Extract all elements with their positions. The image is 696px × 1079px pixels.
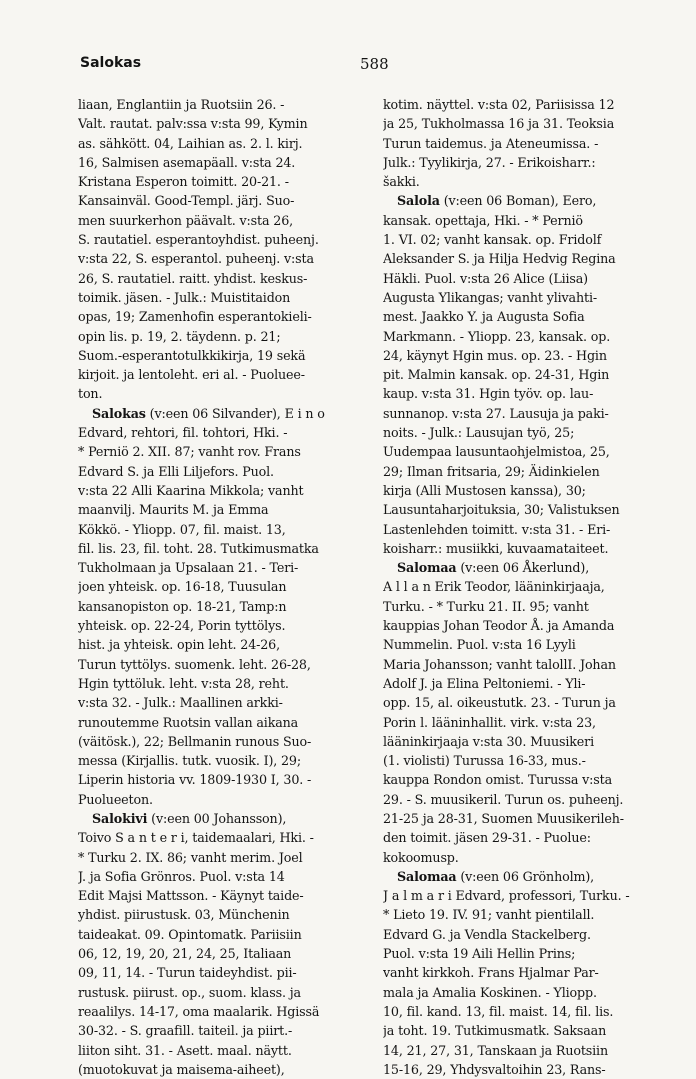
line-text: reaalilys. 14-17, oma maalarik. Hgissä (78, 1003, 320, 1019)
line-text: opp. 15, al. oikeustutk. 23. - Turun ja (383, 695, 616, 711)
line-text: taideakat. 09. Opintomatk. Pariisiin (78, 926, 302, 942)
line-text: Edvard G. ja Vendla Stackelberg. (383, 926, 591, 942)
line-text: Aleksander S. ja Hilja Hedvig Regina (383, 251, 616, 267)
line-text: kauppias Johan Teodor Å. ja Amanda (383, 618, 615, 634)
text-line (78, 95, 374, 114)
line-text: Porin l. lääninhallit. virk. v:sta 23, (383, 714, 596, 730)
line-text: S. rautatiel. esperantoyhdist. puheenj. (78, 232, 319, 248)
line-text: Kökkö. - Yliopp. 07, fil. maist. 13, (78, 521, 286, 537)
text-line (383, 635, 683, 654)
line-text: hist. ja yhteisk. opin leht. 24-26, (78, 637, 280, 653)
line-text: noits. - Julk.: Lausujan työ, 25; (383, 425, 575, 441)
line-text: liiton siht. 31. - Asett. maal. näytt. (78, 1042, 292, 1058)
text-line (78, 269, 374, 288)
line-text: Tukholmaan ja Upsalaan 21. - Teri- (78, 560, 299, 576)
line-text: Uudempaa lausuntaohjelmistoa, 25, (383, 444, 610, 460)
line-text: Puolueeton. (78, 791, 153, 807)
text-line (78, 307, 374, 326)
text-line (78, 713, 374, 732)
text-line (78, 770, 374, 789)
text-line (383, 307, 683, 326)
line-text: Nummelin. Puol. v:sta 16 Lyyli (383, 637, 576, 653)
line-text: fil. lis. 23, fil. toht. 28. Tutkimusmatka (78, 540, 319, 556)
line-text: kauppa Rondon omist. Turussa v:sta (383, 772, 612, 788)
line-text: Edit Majsi Mattsson. - Käynyt taide- (78, 888, 304, 904)
line-text: liaan, Englantiin ja Ruotsiin 26. - (78, 97, 285, 112)
text-line (383, 114, 683, 133)
line-text: (v:een 06 Grönholm), (456, 868, 595, 884)
line-text: toimik. jäsen. - Julk.: Muistitaidon (78, 289, 291, 305)
line-text: Edvard, rehtori, fil. tohtori, Hki. - (78, 425, 288, 441)
text-line (78, 365, 374, 384)
line-text: kotim. näyttel. v:sta 02, Pariisissa 12 (383, 97, 615, 112)
text-line (383, 1002, 683, 1021)
line-text: 15-16, 29, Yhdysvaltoihin 23, Rans- (383, 1061, 606, 1077)
line-text: ja toht. 19. Tutkimusmatk. Saksaan (383, 1023, 607, 1039)
text-line (383, 423, 683, 442)
line-text: (1. violisti) Turussa 16-33, mus.- (383, 753, 586, 769)
text-line (383, 134, 683, 153)
line-text: kokoomusp. (383, 849, 459, 865)
text-line (78, 423, 374, 442)
text-line (383, 95, 683, 114)
line-text: (v:een 00 Johansson), (147, 810, 287, 826)
text-line (383, 153, 683, 172)
text-line (78, 732, 374, 751)
line-text: maanvilj. Maurits M. ja Emma (78, 502, 269, 518)
text-line (78, 983, 374, 1002)
text-line (383, 269, 683, 288)
line-text: rustusk. piirust. op., suom. klass. ja (78, 984, 301, 1000)
line-text: runoutemme Ruotsin vallan aikana (78, 714, 299, 730)
text-line (383, 713, 683, 732)
text-line (383, 983, 683, 1002)
line-text: Turun taidemus. ja Ateneumissa. - (383, 135, 599, 151)
text-line (78, 1021, 374, 1040)
text-line (383, 288, 683, 307)
line-text: 1. VI. 02; vanht kansak. op. Fridolf (383, 232, 602, 248)
line-text: 10, fil. kand. 13, fil. maist. 14, fil. lis. (383, 1003, 614, 1019)
line-text: 09, 11, 14. - Turun taideyhdist. pii- (78, 965, 297, 981)
line-text: opas, 19; Zamenhofin esperantokieli- (78, 309, 312, 325)
line-text: mest. Jaakko Y. ja Augusta Sofia (383, 309, 585, 325)
text-line (78, 635, 374, 654)
text-line (78, 462, 374, 481)
text-line (383, 520, 683, 539)
text-line (78, 1060, 374, 1079)
text-line (383, 925, 683, 944)
text-line (78, 963, 374, 982)
line-text: Adolf J. ja Elina Peltoniemi. - Yli- (383, 675, 586, 691)
text-line (78, 905, 374, 924)
line-text: 29. - S. muusikeril. Turun os. puheenj. (383, 791, 624, 807)
line-text: v:sta 22, S. esperantol. puheenj. v:sta (78, 251, 314, 267)
left-column (78, 95, 374, 1079)
line-text: * Perniö 2. XII. 87; vanht rov. Frans (78, 444, 301, 460)
text-line (383, 365, 683, 384)
text-line (383, 674, 683, 693)
line-text: 26, S. rautatiel. raitt. yhdist. keskus- (78, 270, 308, 286)
line-text: joen yhteisk. op. 16-18, Tuusulan (78, 579, 287, 595)
text-line (78, 249, 374, 268)
entry-surname: Salomaa (397, 868, 457, 884)
text-line (383, 442, 683, 461)
line-text: Lausuntaharjoituksia, 30; Valistuksen (383, 502, 620, 518)
text-line (383, 462, 683, 481)
text-line (78, 230, 374, 249)
line-text: Liperin historia vv. 1809-1930 I, 30. - (78, 772, 312, 788)
line-text: kansak. opettaja, Hki. - * Perniö (383, 212, 583, 228)
line-text: Markmann. - Yliopp. 23, kansak. op. (383, 328, 611, 344)
text-line (383, 770, 683, 789)
text-line (78, 211, 374, 230)
text-line (78, 693, 374, 712)
text-line (383, 558, 683, 577)
line-text: kirjoit. ja lentoleht. eri al. - Puoluee- (78, 367, 305, 383)
line-text: Valt. rautat. palv:ssa v:sta 99, Kymin (78, 116, 308, 132)
line-text: šakki. (383, 174, 420, 190)
text-line (383, 249, 683, 268)
text-line (383, 191, 683, 210)
text-line (78, 114, 374, 133)
line-text: kaup. v:sta 31. Hgin työv. op. lau- (383, 386, 594, 402)
text-line (78, 1041, 374, 1060)
line-text: Turku. - * Turku 21. II. 95; vanht (383, 598, 589, 614)
text-line (78, 539, 374, 558)
text-line (78, 655, 374, 674)
line-text: ja 25, Tukholmassa 16 ja 31. Teoksia (383, 116, 615, 132)
entry-surname: Salokas (92, 405, 146, 421)
line-text: yhdist. piirustusk. 03, Münchenin (78, 907, 290, 923)
text-line (78, 327, 374, 346)
text-line (78, 751, 374, 770)
text-line (383, 539, 683, 558)
text-line (383, 886, 683, 905)
line-text: (v:een 06 Boman), Eero, (439, 193, 597, 209)
line-text: Puol. v:sta 19 Aili Hellin Prins; (383, 946, 576, 962)
line-text: kansanopiston op. 18-21, Tamp:n (78, 598, 287, 614)
text-line (383, 1060, 683, 1079)
line-text: pit. Malmin kansak. op. 24-31, Hgin (383, 367, 610, 383)
text-line (383, 809, 683, 828)
line-text: Maria Johansson; vanht talollI. Johan (383, 656, 616, 672)
line-text: opin lis. p. 19, 2. täydenn. p. 21; (78, 328, 281, 344)
line-text: koisharr.: musiikki, kuvaamataiteet. (383, 540, 609, 556)
line-text: as. sähkött. 04, Laihian as. 2. l. kirj. (78, 135, 303, 151)
text-line (78, 288, 374, 307)
text-line (78, 828, 374, 847)
text-line (383, 384, 683, 403)
line-text: Lastenlehden toimitt. v:sta 31. - Eri- (383, 521, 611, 537)
entry-surname: Salomaa (397, 560, 457, 576)
text-line (78, 172, 374, 191)
text-line (78, 809, 374, 828)
entry-surname: Salokivi (92, 810, 148, 826)
text-line (78, 384, 374, 403)
line-text: kirja (Alli Mustosen kanssa), 30; (383, 482, 586, 498)
text-line (383, 751, 683, 770)
line-text: Kristana Esperon toimitt. 20-21. - (78, 174, 289, 190)
text-line (78, 134, 374, 153)
page-number: 588 (360, 55, 389, 73)
text-line (383, 327, 683, 346)
text-line (383, 1041, 683, 1060)
line-text: A l l a n Erik Teodor, lääninkirjaaja, (383, 579, 605, 595)
line-text: 30-32. - S. graafill. taiteil. ja piirt.- (78, 1023, 293, 1039)
line-text: (väitösk.), 22; Bellmanin runous Suo- (78, 733, 312, 749)
line-text: v:sta 32. - Julk.: Maallinen arkki- (78, 695, 283, 711)
text-line (78, 577, 374, 596)
text-line (78, 558, 374, 577)
line-text: mala ja Amalia Koskinen. - Yliopp. (383, 984, 597, 1000)
text-line (383, 655, 683, 674)
text-line (78, 1002, 374, 1021)
line-text: Toivo S a n t e r i, taidemaalari, Hki. - (78, 830, 314, 846)
text-line (383, 211, 683, 230)
text-line (383, 230, 683, 249)
line-text: sunnanop. v:sta 27. Lausuja ja paki- (383, 405, 609, 421)
line-text: 16, Salmisen asemapäall. v:sta 24. (78, 154, 296, 170)
line-text: v:sta 22 Alli Kaarina Mikkola; vanht (78, 482, 304, 498)
line-text: messa (Kirjallis. tutk. vuosik. I), 29; (78, 753, 301, 769)
line-text: ton. (78, 386, 103, 402)
line-text: Häkli. Puol. v:sta 26 Alice (Liisa) (383, 270, 588, 286)
text-line (383, 944, 683, 963)
line-text: J a l m a r i Edvard, professori, Turku. - (383, 888, 630, 904)
text-line (383, 500, 683, 519)
text-line (383, 346, 683, 365)
line-text: 06, 12, 19, 20, 21, 24, 25, Italiaan (78, 946, 292, 962)
text-line (78, 404, 374, 423)
line-text: (v:een 06 Silvander), E i n o (145, 405, 325, 421)
text-line (78, 597, 374, 616)
line-text: lääninkirjaaja v:sta 30. Muusikeri (383, 733, 594, 749)
line-text: vanht kirkkoh. Frans Hjalmar Par- (383, 965, 599, 981)
text-line (383, 848, 683, 867)
line-text: (v:een 06 Åkerlund), (456, 560, 590, 576)
line-text: Hgin tyttöluk. leht. v:sta 28, reht. (78, 675, 289, 691)
running-head: Salokas (80, 55, 142, 71)
text-line (383, 404, 683, 423)
text-line (78, 616, 374, 635)
line-text: (muotokuvat ja maisema-aiheet), (78, 1061, 285, 1077)
line-text: Julk.: Tyylikirja, 27. - Erikoisharr.: (383, 154, 596, 170)
text-line (78, 520, 374, 539)
right-column (383, 95, 683, 1079)
line-text: men suurkerhon päävalt. v:sta 26, (78, 212, 294, 228)
text-line (78, 346, 374, 365)
entry-surname: Salola (397, 193, 440, 209)
text-line (78, 944, 374, 963)
line-text: 24, käynyt Hgin mus. op. 23. - Hgin (383, 347, 607, 363)
text-line (383, 1021, 683, 1040)
text-line (383, 963, 683, 982)
text-line (383, 577, 683, 596)
text-line (383, 790, 683, 809)
line-text: yhteisk. op. 22-24, Porin tyttölys. (78, 618, 286, 634)
text-line (78, 790, 374, 809)
line-text: 14, 21, 27, 31, Tanskaan ja Ruotsiin (383, 1042, 608, 1058)
text-line (383, 693, 683, 712)
text-line (78, 442, 374, 461)
text-line (78, 191, 374, 210)
text-line (78, 481, 374, 500)
text-line (78, 886, 374, 905)
text-line (78, 500, 374, 519)
text-line (78, 867, 374, 886)
text-line (383, 732, 683, 751)
text-line (383, 597, 683, 616)
text-line (383, 172, 683, 191)
text-line (383, 481, 683, 500)
line-text: Edvard S. ja Elli Liljefors. Puol. (78, 463, 274, 479)
line-text: J. ja Sofia Grönros. Puol. v:sta 14 (78, 868, 285, 884)
line-text: Kansainväl. Good-Templ. järj. Suo- (78, 193, 295, 209)
line-text: * Turku 2. IX. 86; vanht merim. Joel (78, 849, 303, 865)
text-line (383, 905, 683, 924)
text-line (383, 828, 683, 847)
text-line (383, 867, 683, 886)
text-line (78, 848, 374, 867)
line-text: Suom.-esperantotulkkikirja, 19 sekä (78, 347, 306, 363)
line-text: 21-25 ja 28-31, Suomen Muusikerileh- (383, 810, 624, 826)
line-text: * Lieto 19. IV. 91; vanht pientilall. (383, 907, 595, 923)
text-line (78, 153, 374, 172)
line-text: Turun tyttölys. suomenk. leht. 26-28, (78, 656, 311, 672)
text-line (78, 925, 374, 944)
text-line (78, 674, 374, 693)
text-line (383, 616, 683, 635)
line-text: 29; Ilman fritsaria, 29; Äidinkielen (383, 463, 600, 479)
line-text: den toimit. jäsen 29-31. - Puolue: (383, 830, 591, 846)
line-text: Augusta Ylikangas; vanht ylivahti- (383, 289, 597, 305)
